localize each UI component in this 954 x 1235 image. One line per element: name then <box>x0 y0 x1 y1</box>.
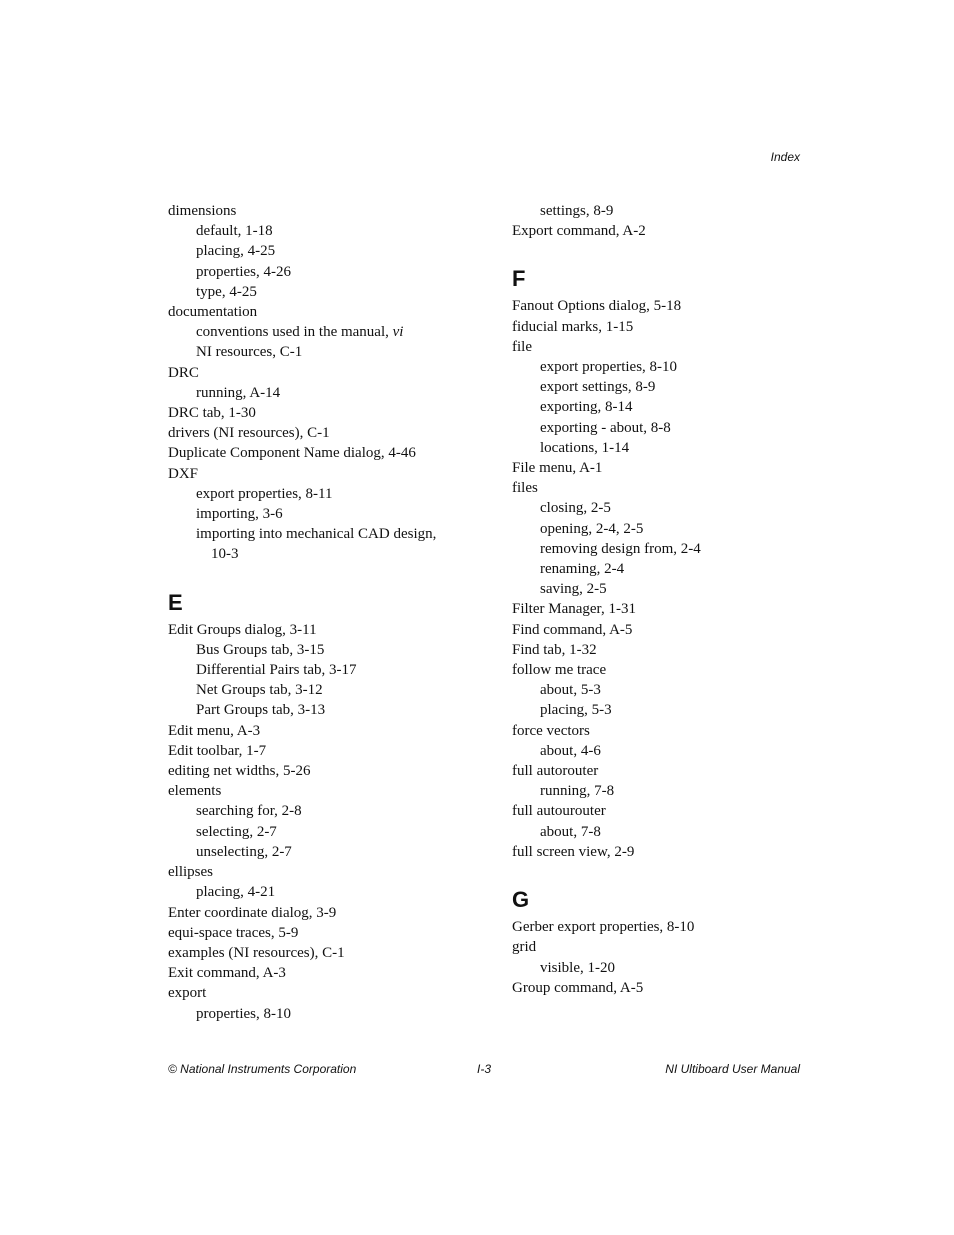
index-entry-text: DRC tab, 1-30 <box>168 405 256 422</box>
index-entry-text: exporting - about, 8-8 <box>540 419 671 436</box>
index-entry <box>168 620 468 640</box>
index-entry-text: file <box>512 338 532 355</box>
index-subentry <box>168 504 468 524</box>
index-entry-text: closing, 2-5 <box>540 500 611 517</box>
index-entry <box>512 640 812 660</box>
index-entry-text: Edit Groups dialog, 3-11 <box>168 621 317 638</box>
index-entry-text: full autorouter <box>512 763 599 780</box>
index-subentry <box>512 822 812 842</box>
index-entry <box>512 937 812 957</box>
index-entry-text: full screen view, 2-9 <box>512 843 635 860</box>
index-subentry <box>512 519 812 539</box>
index-entry <box>168 781 468 801</box>
index-entry-text: running, 7-8 <box>540 783 615 800</box>
index-entry <box>168 403 468 423</box>
index-entry <box>512 917 812 937</box>
index-subentry <box>168 882 468 902</box>
index-entry-text: export settings, 8-9 <box>540 379 656 396</box>
index-subentry <box>168 484 468 504</box>
index-entry-text: placing, 4-25 <box>196 243 276 260</box>
index-entry-text: Bus Groups tab, 3-15 <box>196 641 325 658</box>
index-subentry <box>168 640 468 660</box>
index-subentry <box>168 680 468 700</box>
index-entry-text: about, 4-6 <box>540 742 601 759</box>
index-entry <box>168 963 468 983</box>
index-entry <box>168 721 468 741</box>
index-entry-text: Find tab, 1-32 <box>512 641 597 658</box>
index-entry-text: Gerber export properties, 8-10 <box>512 919 695 936</box>
index-entry-text: full autourouter <box>512 803 606 820</box>
index-subentry <box>512 377 812 397</box>
index-subentry <box>512 559 812 579</box>
index-entry <box>168 923 468 943</box>
index-subentry <box>512 958 812 978</box>
index-entry <box>168 741 468 761</box>
index-section-letter: F <box>512 266 526 292</box>
index-entry-text: about, 7-8 <box>540 823 601 840</box>
index-subentry <box>512 680 812 700</box>
index-entry <box>512 296 812 316</box>
index-entry-text: properties, 8-10 <box>196 1005 291 1022</box>
index-entry-text: visible, 1-20 <box>540 959 615 976</box>
index-entry-text: export properties, 8-11 <box>196 485 333 502</box>
index-entry <box>168 862 468 882</box>
index-subentry <box>512 700 812 720</box>
index-section-letter: E <box>168 589 183 615</box>
index-section-letter: G <box>512 887 530 913</box>
index-subentry <box>168 700 468 720</box>
index-entry-text: force vectors <box>512 722 590 739</box>
index-entry-text: selecting, 2-7 <box>196 823 277 840</box>
index-entry <box>168 464 468 484</box>
index-entry-text: export <box>168 985 207 1002</box>
index-entry <box>512 458 812 478</box>
index-entry-text: File menu, A-1 <box>512 460 603 477</box>
index-subentry <box>168 282 468 302</box>
index-subentry <box>512 741 812 761</box>
index-entry-text: placing, 4-21 <box>196 884 276 901</box>
index-entry-text: follow me trace <box>512 662 607 679</box>
index-entry-text: type, 4-25 <box>196 283 257 300</box>
footer-copyright: © National Instruments Corporation <box>168 1062 357 1076</box>
index-entry-text: settings, 8-9 <box>540 203 614 219</box>
index-entry <box>168 302 468 322</box>
index-column-right <box>512 201 812 998</box>
index-entry-text: properties, 4-26 <box>196 263 291 280</box>
index-entry-text: 10-3 <box>211 546 239 563</box>
index-subentry <box>512 418 812 438</box>
index-entry-text: fiducial marks, 1-15 <box>512 318 634 335</box>
index-entry-text: examples (NI resources), C-1 <box>168 944 345 961</box>
index-entry-text: importing into mechanical CAD design, <box>196 526 437 543</box>
index-subentry <box>168 241 468 261</box>
index-entry-text: Export command, A-2 <box>512 223 646 240</box>
index-subentry <box>168 842 468 862</box>
index-subentry <box>512 397 812 417</box>
index-entry <box>512 978 812 998</box>
index-entry-text: DXF <box>168 465 199 482</box>
index-entry-text: default, 1-18 <box>196 223 273 240</box>
index-subentry <box>168 801 468 821</box>
index-entry-text: equi-space traces, 5-9 <box>168 924 299 941</box>
index-entry-text: importing, 3-6 <box>196 506 283 523</box>
index-entry-text: documentation <box>168 304 258 321</box>
index-entry-text: export properties, 8-10 <box>540 359 678 376</box>
index-entry-text: Duplicate Component Name dialog, 4-46 <box>168 445 416 462</box>
index-entry-text: files <box>512 480 538 497</box>
index-entry-text: elements <box>168 783 222 800</box>
index-entry <box>512 761 812 781</box>
index-entry-text: saving, 2-5 <box>540 581 607 598</box>
index-entry <box>168 363 468 383</box>
index-entry <box>512 337 812 357</box>
index-entry <box>168 201 468 221</box>
index-subentry <box>168 822 468 842</box>
index-entry-text: Edit menu, A-3 <box>168 722 261 739</box>
index-subentry <box>512 201 812 221</box>
index-subentry <box>168 1004 468 1024</box>
index-subentry <box>512 498 812 518</box>
index-entry <box>512 721 812 741</box>
index-entry-text: unselecting, 2-7 <box>196 843 292 860</box>
index-entry-text: ellipses <box>168 864 213 881</box>
index-subentry <box>512 357 812 377</box>
index-subentry <box>168 342 468 362</box>
footer-manual-title: NI Ultiboard User Manual <box>665 1062 800 1076</box>
index-entry <box>512 620 812 640</box>
index-entry <box>512 317 812 337</box>
index-entry <box>168 761 468 781</box>
index-subentry <box>168 221 468 241</box>
index-entry-text: removing design from, 2-4 <box>540 540 701 557</box>
index-entry-text: running, A-14 <box>196 384 281 401</box>
index-entry <box>512 478 812 498</box>
index-entry-text: about, 5-3 <box>540 682 601 699</box>
index-entry-text: renaming, 2-4 <box>540 561 625 578</box>
index-entry <box>168 983 468 1003</box>
index-entry-text: Net Groups tab, 3-12 <box>196 682 323 699</box>
index-entry-text: opening, 2-4, 2-5 <box>540 520 644 537</box>
index-entry-text: grid <box>512 939 537 956</box>
index-subentry <box>512 539 812 559</box>
index-entry <box>168 443 468 463</box>
index-entry <box>168 903 468 923</box>
index-entry <box>168 943 468 963</box>
index-entry-text: Differential Pairs tab, 3-17 <box>196 662 357 679</box>
index-entry-text: DRC <box>168 364 199 381</box>
index-entry-text: dimensions <box>168 203 237 219</box>
index-column-left <box>168 201 468 1024</box>
index-entry <box>512 801 812 821</box>
index-entry-text: NI resources, C-1 <box>196 344 303 361</box>
index-entry-text: drivers (NI resources), C-1 <box>168 425 330 442</box>
index-entry-text: locations, 1-14 <box>540 439 630 456</box>
index-entry <box>512 660 812 680</box>
index-entry-text: Exit command, A-3 <box>168 965 286 982</box>
index-entry-text: Part Groups tab, 3-13 <box>196 702 326 719</box>
index-entry-page-ref: vi <box>392 324 404 341</box>
index-entry-text: editing net widths, 5-26 <box>168 763 311 780</box>
index-entry-text: searching for, 2-8 <box>196 803 302 820</box>
index-subentry <box>168 660 468 680</box>
index-entry-text: Filter Manager, 1-31 <box>512 601 636 618</box>
index-subentry <box>512 579 812 599</box>
index-entry-text: Find command, A-5 <box>512 621 633 638</box>
index-subentry <box>512 438 812 458</box>
index-entry <box>168 423 468 443</box>
index-entry <box>512 599 812 619</box>
running-head: Index <box>770 150 800 164</box>
index-subentry <box>168 322 468 342</box>
index-subentry <box>168 262 468 282</box>
index-entry <box>512 842 812 862</box>
index-subentry <box>168 383 468 403</box>
index-entry-text: Enter coordinate dialog, 3-9 <box>168 904 337 921</box>
index-entry-text: Fanout Options dialog, 5-18 <box>512 298 682 315</box>
index-entry-text: Group command, A-5 <box>512 979 644 996</box>
index-entry <box>512 221 812 241</box>
footer-page-number: I-3 <box>477 1062 492 1076</box>
index-subentry <box>168 544 468 564</box>
index-subentry <box>512 781 812 801</box>
index-entry-text: placing, 5-3 <box>540 702 612 719</box>
index-entry-text: conventions used in the manual, <box>196 324 393 341</box>
index-entry-text: Edit toolbar, 1-7 <box>168 742 267 759</box>
index-entry-text: exporting, 8-14 <box>540 399 633 416</box>
index-subentry <box>168 524 468 544</box>
